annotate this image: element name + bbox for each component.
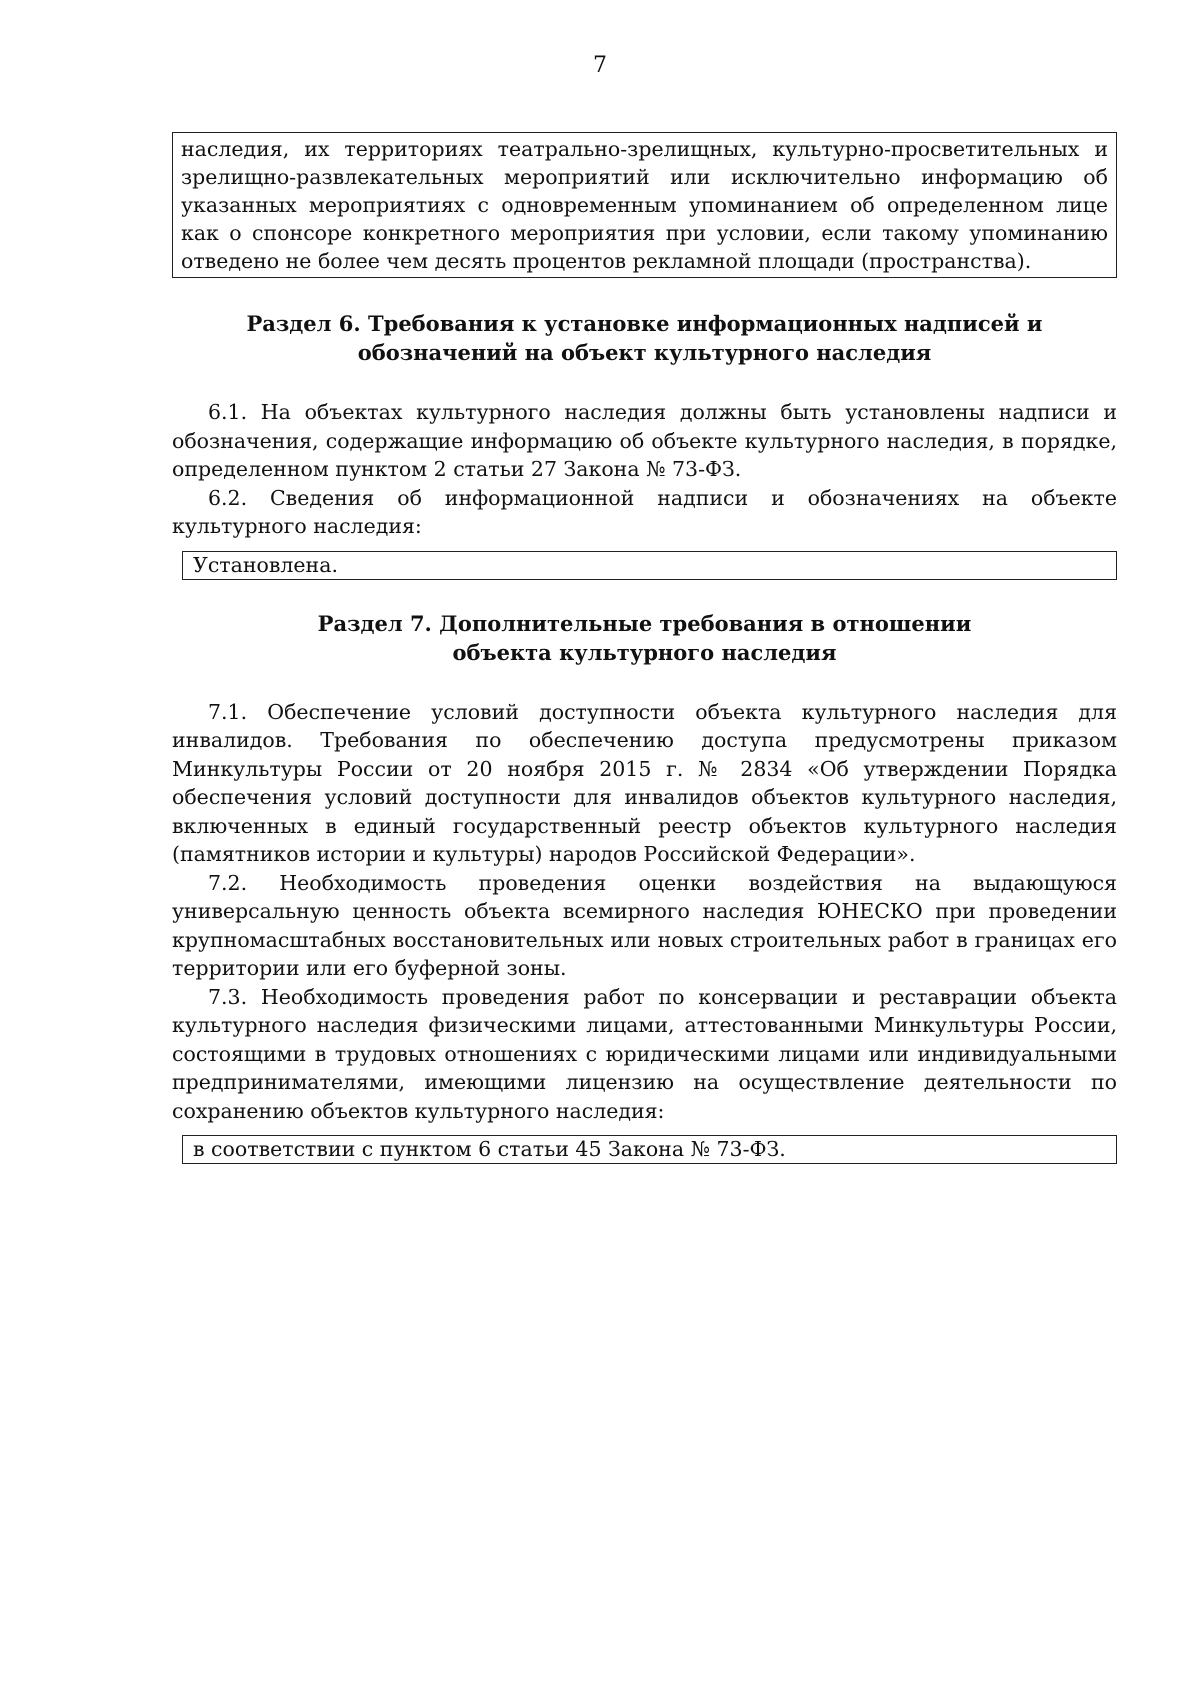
section-6-heading-line-1: Раздел 6. Требования к установке информационных надписей и	[246, 311, 1043, 336]
section-7-heading	[172, 609, 1117, 667]
continuation-text-box: наследия, их территориях театрально-зрелищных, культурно-просветительных и зрелищно-развлекательных мероприятий или исключительно информацию об указанных мероприятиях с одновременным упоминанием об определенном лице как о спонсоре конкретного мероприятия при условии, если такому упоминанию отведено не более чем десять процентов рекламной площади (пространства).	[172, 132, 1117, 278]
inscription-status-box: Установлена.	[182, 551, 1117, 580]
section-7-paragraphs	[172, 698, 1117, 1126]
section-6-heading-line-2: обозначений на объект культурного наследия	[357, 340, 932, 365]
section-7-heading-line-1: Раздел 7. Дополнительные требования в отношении	[317, 610, 972, 636]
section-6-heading	[172, 309, 1117, 367]
section-7-heading-line-2: объекта культурного наследия	[452, 639, 837, 665]
paragraph-6-1: 6.1. На объектах культурного наследия должны быть установлены надписи и обозначения, содержащие информацию об объекте культурного наследия, в порядке, определенном пунктом 2 статьи 27 Закона № 73-ФЗ.	[172, 400, 1117, 481]
page-number: 7	[593, 53, 607, 78]
conservation-requirement-box: в соответствии с пунктом 6 статьи 45 Закона № 73-ФЗ.	[182, 1135, 1117, 1164]
section-6-paragraphs	[172, 398, 1117, 541]
paragraph-7-1: 7.1. Обеспечение условий доступности объекта культурного наследия для инвалидов. Требования по обеспечению доступа предусмотрены приказом Минкультуры России от 20 ноября 2015 г. № 2834 «Об утверждении Порядка обеспечения условий доступности для инвалидов объектов культурного наследия, включенных в единый государственный реестр объектов культурного наследия (памятников истории и культуры) народов Российской Федерации».	[172, 699, 1117, 866]
paragraph-7-2: 7.2. Необходимость проведения оценки воздействия на выдающуюся универсальную ценность объекта всемирного наследия ЮНЕСКО при проведении крупномасштабных восстановительных или новых строительных работ в границах его территории или его буферной зоны.	[172, 870, 1117, 980]
document-body	[172, 132, 1117, 1164]
paragraph-6-2: 6.2. Сведения об информационной надписи и обозначениях на объекте культурного наследия:	[172, 485, 1117, 538]
paragraph-7-3: 7.3. Необходимость проведения работ по консервации и реставрации объекта культурного наследия физическими лицами, аттестованными Минкультуры России, состоящими в трудовых отношениях с юридическими лицами или индивидуальными предпринимателями, имеющими лицензию на осуществление деятельности по сохранению объектов культурного наследия:	[172, 984, 1117, 1123]
